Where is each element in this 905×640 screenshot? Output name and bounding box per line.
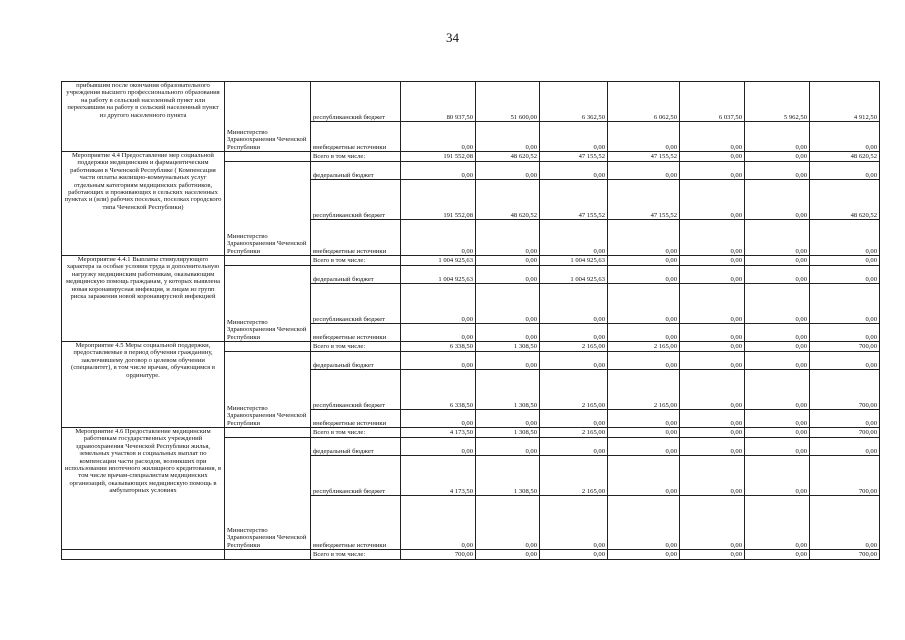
- funding-source-cell: республиканский бюджет: [311, 370, 401, 410]
- amount-year-cell: 0,00: [608, 162, 680, 180]
- amount-year-cell: 0,00: [680, 152, 745, 162]
- table-row: [62, 342, 880, 352]
- table-row: [62, 256, 880, 266]
- amount-total-cell: 1 004 925,63: [401, 266, 476, 284]
- amount-year-cell: 6 362,50: [540, 82, 608, 122]
- amount-year-cell: 0,00: [680, 428, 745, 438]
- amount-year-cell: 0,00: [745, 220, 810, 256]
- executor-cell-empty: [225, 342, 311, 352]
- funding-source-cell: внебюджетные источники: [311, 410, 401, 428]
- amount-year-cell: 1 308,50: [476, 342, 540, 352]
- amount-year-cell: 0,00: [680, 342, 745, 352]
- amount-year-cell: 1 004 925,63: [540, 266, 608, 284]
- amount-year-cell: 0,00: [540, 284, 608, 324]
- amount-year-cell: 1 308,50: [476, 370, 540, 410]
- amount-year-cell: 47 155,52: [608, 180, 680, 220]
- amount-year-cell: 0,00: [608, 438, 680, 456]
- amount-year-cell: 0,00: [745, 428, 810, 438]
- amount-year-cell: 0,00: [476, 496, 540, 550]
- amount-year-cell: 2 165,00: [540, 342, 608, 352]
- funding-source-cell: республиканский бюджет: [311, 180, 401, 220]
- amount-year-cell: 0,00: [680, 410, 745, 428]
- amount-year-cell: 0,00: [540, 162, 608, 180]
- funding-source-cell: внебюджетные источники: [311, 496, 401, 550]
- amount-year-cell: 0,00: [745, 550, 810, 560]
- amount-year-cell: 0,00: [745, 496, 810, 550]
- funding-source-cell: Всего в том числе:: [311, 256, 401, 266]
- amount-year-cell: 0,00: [745, 324, 810, 342]
- amount-year-cell: 0,00: [608, 428, 680, 438]
- amount-year-cell: 0,00: [745, 370, 810, 410]
- amount-year-cell: 0,00: [476, 162, 540, 180]
- amount-year-cell: 0,00: [540, 438, 608, 456]
- amount-year-cell: 4 912,50: [810, 82, 880, 122]
- amount-year-cell: 51 600,00: [476, 82, 540, 122]
- amount-year-cell: 0,00: [476, 256, 540, 266]
- amount-year-cell: 0,00: [608, 220, 680, 256]
- amount-year-cell: 0,00: [680, 180, 745, 220]
- amount-total-cell: 0,00: [401, 324, 476, 342]
- amount-total-cell: 0,00: [401, 220, 476, 256]
- amount-year-cell: 6 062,50: [608, 82, 680, 122]
- amount-year-cell: 0,00: [680, 496, 745, 550]
- amount-total-cell: 0,00: [401, 410, 476, 428]
- funding-source-cell: республиканский бюджет: [311, 284, 401, 324]
- amount-year-cell: 0,00: [476, 410, 540, 428]
- table-row: [62, 428, 880, 438]
- amount-year-cell: 0,00: [540, 550, 608, 560]
- amount-year-cell: 0,00: [745, 162, 810, 180]
- amount-year-cell: 0,00: [476, 438, 540, 456]
- amount-year-cell: 0,00: [680, 456, 745, 496]
- amount-year-cell: 0,00: [680, 266, 745, 284]
- amount-year-cell: 0,00: [476, 266, 540, 284]
- amount-year-cell: 0,00: [540, 324, 608, 342]
- amount-year-cell: 0,00: [810, 266, 880, 284]
- amount-year-cell: 1 308,50: [476, 456, 540, 496]
- executor-cell: Министерство Здравоохранения Чеченской Республики: [225, 352, 311, 428]
- amount-total-cell: 0,00: [401, 162, 476, 180]
- amount-year-cell: 0,00: [810, 122, 880, 152]
- amount-total-cell: 191 552,08: [401, 180, 476, 220]
- event-description-cell: прибывшим после окончания образовательного учреждения высшего профессионального образования на работу в сельский населенный пункт или переехавшим на работу в сельский населенный пункт из другого населенного пункта: [62, 82, 225, 152]
- funding-source-cell: республиканский бюджет: [311, 456, 401, 496]
- amount-total-cell: 4 173,50: [401, 428, 476, 438]
- amount-year-cell: 1 308,50: [476, 428, 540, 438]
- amount-year-cell: 0,00: [810, 438, 880, 456]
- amount-year-cell: 0,00: [745, 438, 810, 456]
- amount-total-cell: 191 552,08: [401, 152, 476, 162]
- amount-year-cell: 0,00: [680, 220, 745, 256]
- amount-year-cell: 0,00: [608, 324, 680, 342]
- table-row: [62, 152, 880, 162]
- amount-year-cell: 0,00: [476, 220, 540, 256]
- amount-year-cell: 0,00: [608, 352, 680, 370]
- amount-year-cell: 0,00: [680, 438, 745, 456]
- amount-total-cell: 700,00: [401, 550, 476, 560]
- amount-year-cell: 700,00: [810, 342, 880, 352]
- amount-year-cell: 47 155,52: [540, 152, 608, 162]
- amount-year-cell: 0,00: [745, 352, 810, 370]
- amount-year-cell: 0,00: [680, 122, 745, 152]
- amount-total-cell: 0,00: [401, 352, 476, 370]
- page-number: 34: [446, 30, 459, 45]
- amount-year-cell: 0,00: [540, 122, 608, 152]
- event-description-cell: [62, 550, 225, 560]
- amount-year-cell: 0,00: [680, 352, 745, 370]
- funding-source-cell: внебюджетные источники: [311, 220, 401, 256]
- funding-source-cell: Всего в том числе:: [311, 428, 401, 438]
- amount-year-cell: 0,00: [680, 284, 745, 324]
- amount-year-cell: 0,00: [540, 220, 608, 256]
- executor-cell-empty: [225, 550, 311, 560]
- amount-year-cell: 0,00: [810, 220, 880, 256]
- amount-total-cell: 4 173,50: [401, 456, 476, 496]
- funding-source-cell: федеральный бюджет: [311, 266, 401, 284]
- amount-year-cell: 0,00: [680, 370, 745, 410]
- amount-year-cell: 0,00: [608, 496, 680, 550]
- executor-cell: Министерство Здравоохранения Чеченской Республики: [225, 162, 311, 256]
- amount-year-cell: 0,00: [680, 162, 745, 180]
- executor-cell: Министерство Здравоохранения Чеченской Республики: [225, 438, 311, 550]
- funding-source-cell: федеральный бюджет: [311, 438, 401, 456]
- amount-year-cell: 47 155,52: [540, 180, 608, 220]
- executor-cell-empty: [225, 152, 311, 162]
- funding-source-cell: федеральный бюджет: [311, 162, 401, 180]
- amount-year-cell: 0,00: [745, 122, 810, 152]
- amount-year-cell: 0,00: [608, 456, 680, 496]
- funding-source-cell: Всего в том числе:: [311, 152, 401, 162]
- amount-year-cell: 1 004 925,63: [540, 256, 608, 266]
- amount-year-cell: 2 165,00: [608, 342, 680, 352]
- amount-year-cell: 0,00: [476, 352, 540, 370]
- amount-year-cell: 0,00: [810, 284, 880, 324]
- funding-source-cell: Всего в том числе:: [311, 550, 401, 560]
- amount-year-cell: 0,00: [540, 496, 608, 550]
- amount-year-cell: 48 620,52: [476, 180, 540, 220]
- amount-year-cell: 0,00: [476, 550, 540, 560]
- amount-year-cell: 0,00: [608, 284, 680, 324]
- amount-year-cell: 2 165,00: [608, 370, 680, 410]
- funding-source-cell: федеральный бюджет: [311, 352, 401, 370]
- amount-year-cell: 48 620,52: [810, 152, 880, 162]
- amount-year-cell: 0,00: [810, 324, 880, 342]
- amount-total-cell: 6 338,50: [401, 342, 476, 352]
- funding-source-cell: республиканский бюджет: [311, 82, 401, 122]
- table-row: [62, 550, 880, 560]
- event-description-cell: Мероприятие 4.5 Меры социальной поддержки, предоставляемые в период обучения гражданину, заключившему договор о целевом обучении (специалитет), в том числе врачам, обучающимся в ординатуре.: [62, 342, 225, 428]
- funding-source-cell: Всего в том числе:: [311, 342, 401, 352]
- amount-year-cell: 0,00: [608, 266, 680, 284]
- amount-total-cell: 6 338,50: [401, 370, 476, 410]
- amount-year-cell: 0,00: [608, 550, 680, 560]
- amount-year-cell: 0,00: [810, 352, 880, 370]
- amount-total-cell: 80 937,50: [401, 82, 476, 122]
- amount-year-cell: 0,00: [810, 256, 880, 266]
- budget-table-body: [62, 82, 880, 560]
- amount-year-cell: 2 165,00: [540, 428, 608, 438]
- amount-year-cell: 0,00: [745, 266, 810, 284]
- funding-source-cell: внебюджетные источники: [311, 324, 401, 342]
- amount-year-cell: 0,00: [680, 550, 745, 560]
- amount-year-cell: 0,00: [608, 410, 680, 428]
- amount-year-cell: 0,00: [745, 152, 810, 162]
- amount-year-cell: 0,00: [745, 410, 810, 428]
- amount-year-cell: 0,00: [540, 410, 608, 428]
- amount-year-cell: 2 165,00: [540, 370, 608, 410]
- amount-total-cell: 0,00: [401, 284, 476, 324]
- amount-total-cell: 0,00: [401, 496, 476, 550]
- amount-year-cell: 47 155,52: [608, 152, 680, 162]
- amount-year-cell: 0,00: [810, 410, 880, 428]
- event-description-cell: Мероприятие 4.4 Предоставление мер социальной поддержки медицинским и фармацевтическим работникам в Чеченской Республике ( Компенсация части оплаты жилищно-коммунальных услуг отдельным категориям медицинских работников, работающих и проживающих в сельских населенных пунктах и (или) рабочих поселках, поселках городского типа Чеченской Республики): [62, 152, 225, 256]
- amount-year-cell: 0,00: [745, 180, 810, 220]
- amount-year-cell: 48 620,52: [476, 152, 540, 162]
- amount-year-cell: 0,00: [608, 122, 680, 152]
- event-description-cell: Мероприятие 4.4.1 Выплаты стимулирующего характера за особые условия труда и дополнительную нагрузку медицинским работникам, оказывающим медицинскую помощь гражданам, у которых выявлена новая коронавирусная инфекция, и лицам из групп риска заражения новой коронавирусной инфекцией: [62, 256, 225, 342]
- amount-year-cell: 0,00: [745, 456, 810, 496]
- amount-year-cell: 2 165,00: [540, 456, 608, 496]
- executor-cell: Министерство Здравоохранения Чеченской Республики: [225, 266, 311, 342]
- table-row: [62, 82, 880, 122]
- executor-cell-empty: [225, 428, 311, 438]
- amount-year-cell: 5 962,50: [745, 82, 810, 122]
- amount-year-cell: 48 620,52: [810, 180, 880, 220]
- amount-year-cell: 0,00: [745, 342, 810, 352]
- amount-year-cell: 0,00: [608, 256, 680, 266]
- amount-year-cell: 700,00: [810, 370, 880, 410]
- amount-year-cell: 0,00: [810, 496, 880, 550]
- budget-table: [61, 81, 880, 560]
- amount-year-cell: 0,00: [476, 284, 540, 324]
- amount-year-cell: 0,00: [745, 256, 810, 266]
- amount-year-cell: 0,00: [476, 122, 540, 152]
- amount-year-cell: 6 037,50: [680, 82, 745, 122]
- amount-year-cell: 0,00: [680, 256, 745, 266]
- amount-year-cell: 700,00: [810, 428, 880, 438]
- amount-year-cell: 700,00: [810, 550, 880, 560]
- amount-year-cell: 0,00: [680, 324, 745, 342]
- amount-year-cell: 0,00: [476, 324, 540, 342]
- executor-cell: Министерство Здравоохранения Чеченской Республики: [225, 82, 311, 152]
- amount-total-cell: 0,00: [401, 122, 476, 152]
- amount-total-cell: 0,00: [401, 438, 476, 456]
- amount-year-cell: 700,00: [810, 456, 880, 496]
- funding-source-cell: внебюджетные источники: [311, 122, 401, 152]
- amount-year-cell: 0,00: [810, 162, 880, 180]
- amount-year-cell: 0,00: [745, 284, 810, 324]
- amount-year-cell: 0,00: [540, 352, 608, 370]
- executor-cell-empty: [225, 256, 311, 266]
- amount-total-cell: 1 004 925,63: [401, 256, 476, 266]
- event-description-cell: Мероприятие 4.6 Предоставление медицинским работникам государственных учреждений здравоохранения Чеченской Республики жилья, земельных участков и социальных выплат по компенсации части расходов, возникших при использовании ипотечного жилищного кредитования, в том числе врачам-специалистам медицинских организаций, оказывающих медицинскую помощь в амбулаторных условиях: [62, 428, 225, 550]
